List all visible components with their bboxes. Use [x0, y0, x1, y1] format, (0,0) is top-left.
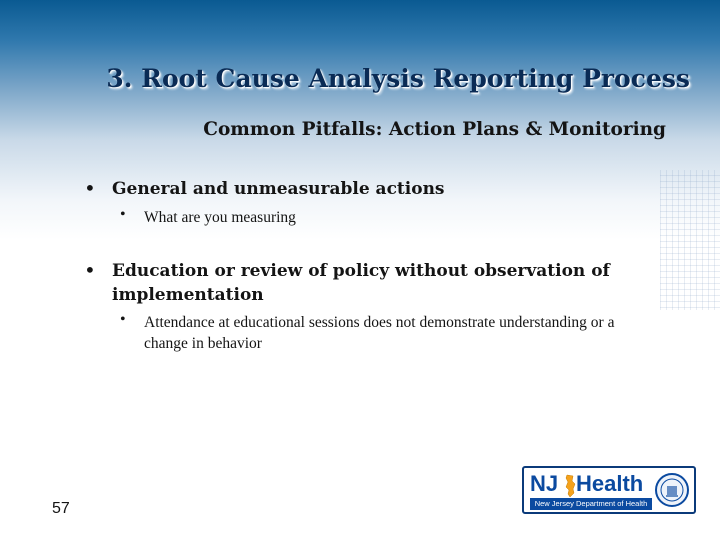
bullet-item-2: Education or review of policy without observation of implementation: [112, 261, 610, 305]
page-number: 57: [52, 500, 70, 517]
sub-bullet-item-1: What are you measuring: [144, 209, 296, 226]
bullet-item-1: General and unmeasurable actions: [112, 179, 445, 199]
slide-title: 3. Root Cause Analysis Reporting Process: [106, 64, 690, 93]
bullet-icon: •: [84, 258, 96, 282]
slide-subtitle: Common Pitfalls: Action Plans & Monitoring: [203, 119, 666, 140]
logo-nj-text: NJ: [530, 471, 559, 496]
logo-department-text: New Jersey Department of Health: [530, 498, 652, 510]
state-seal-icon: [654, 472, 690, 508]
nj-health-logo: [522, 466, 696, 514]
sub-bullet-item-2: Attendance at educational sessions does not demonstrate understanding or a change in behavior: [144, 314, 615, 352]
nj-state-shape-icon: [564, 474, 576, 498]
sub-bullet-icon: •: [120, 206, 126, 223]
logo-health-text: Health: [576, 471, 644, 496]
bullet-icon: •: [84, 176, 96, 200]
sub-bullet-icon: •: [120, 311, 126, 328]
